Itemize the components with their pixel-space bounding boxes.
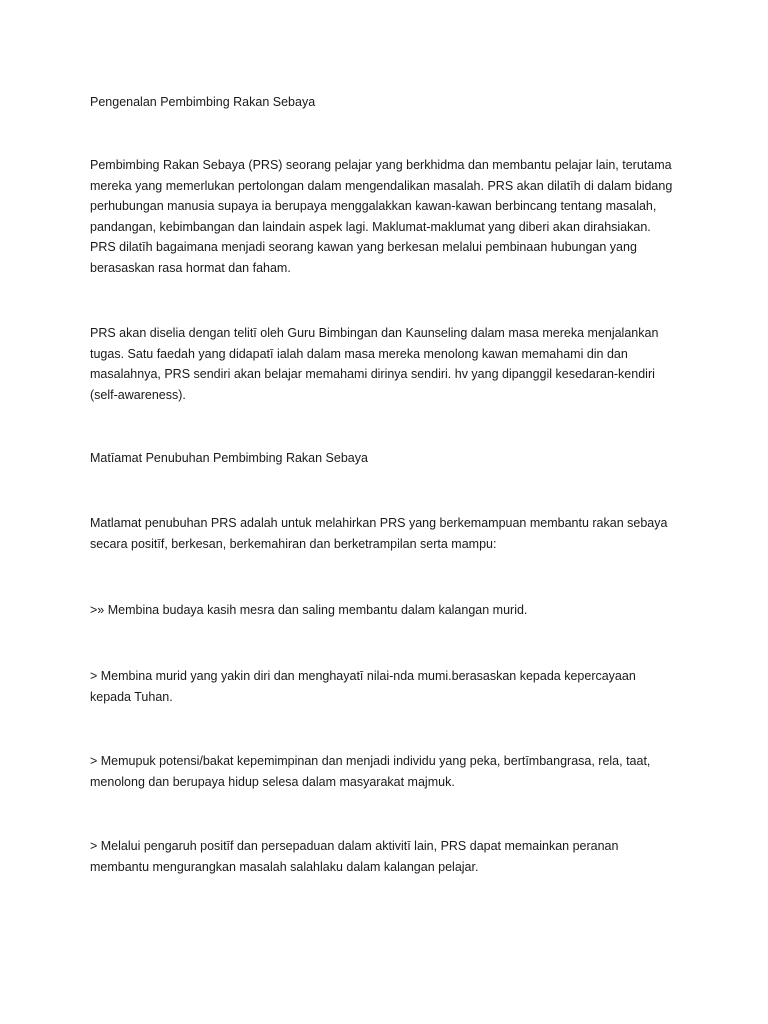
paragraph-supervision <box>90 323 690 405</box>
bullet-line: menolong dan berupaya hidup selesa dalam masyarakat majmuk. <box>90 774 455 789</box>
paragraph-line: Pembimbing Rakan Sebaya (PRS) seorang pelajar yang berkhidma dan membantu pelajar lain, terutama <box>90 158 672 172</box>
bullet-line: > Melalui pengaruh positīf dan persepaduan dalam aktivitī lain, PRS dapat memainkan peranan <box>90 839 619 853</box>
paragraph-line: mereka yang memerlukan pertolongan dalam mengendalikan masalah. PRS akan dilatīh di dalam bidang <box>90 178 673 193</box>
bullet-line: membantu mengurangkan masalah salahlaku dalam kalangan pelajar. <box>90 859 479 874</box>
heading-text: Matīamat Penubuhan Pembimbing Rakan Sebaya <box>90 451 368 465</box>
bullet-item-2 <box>90 666 690 707</box>
paragraph-intro <box>90 155 690 278</box>
heading-pengenalan <box>90 92 690 113</box>
paragraph-objective <box>90 513 690 554</box>
heading-text: Pengenalan Pembimbing Rakan Sebaya <box>90 95 316 109</box>
paragraph-line: masalahnya, PRS sendiri akan belajar memahami dirinya sendiri. hv yang dipanggil kesedaran-kendiri <box>90 367 655 381</box>
paragraph-line: PRS akan diselia dengan telitī oleh Guru Bimbingan dan Kaunseling dalam masa mereka menjalankan <box>90 326 659 340</box>
paragraph-line: Matlamat penubuhan PRS adalah untuk melahirkan PRS yang berkemampuan membantu rakan sebaya <box>90 516 668 530</box>
bullet-item-3 <box>90 751 690 792</box>
paragraph-line: berasaskan rasa hormat dan faham. <box>90 260 291 275</box>
bullet-line: kepada Tuhan. <box>90 689 173 704</box>
paragraph-line: pandangan, kebimbangan dan laindain aspek lagi. Maklumat-maklumat yang diberi akan dirahsiakan. <box>90 219 651 234</box>
paragraph-line: secara positīf, berkesan, berkemahiran dan berketrampilan serta mampu: <box>90 536 497 551</box>
paragraph-line: PRS dilatīh bagaimana menjadi seorang kawan yang berkesan melalui pembinaan hubungan yang <box>90 240 637 254</box>
bullet-line: > Membina murid yang yakin diri dan menghayatī nilai-nda mumi.berasaskan kepada kepercayaan <box>90 669 636 683</box>
bullet-item-1 <box>90 600 690 621</box>
paragraph-line: perhubungan manusia supaya ia berupaya menggalakkan kawan-kawan berbincang tentang masalah, <box>90 199 657 213</box>
paragraph-line: (self-awareness). <box>90 387 186 402</box>
bullet-line: >» Membina budaya kasih mesra dan saling membantu dalam kalangan murid. <box>90 603 528 617</box>
heading-matlamat <box>90 448 690 469</box>
bullet-line: > Memupuk potensi/bakat kepemimpinan dan menjadi individu yang peka, bertīmbangrasa, rela, taat, <box>90 754 651 768</box>
paragraph-line: tugas. Satu faedah yang didapatī ialah dalam masa mereka menolong kawan memahami din dan <box>90 346 628 361</box>
bullet-item-4 <box>90 836 690 877</box>
